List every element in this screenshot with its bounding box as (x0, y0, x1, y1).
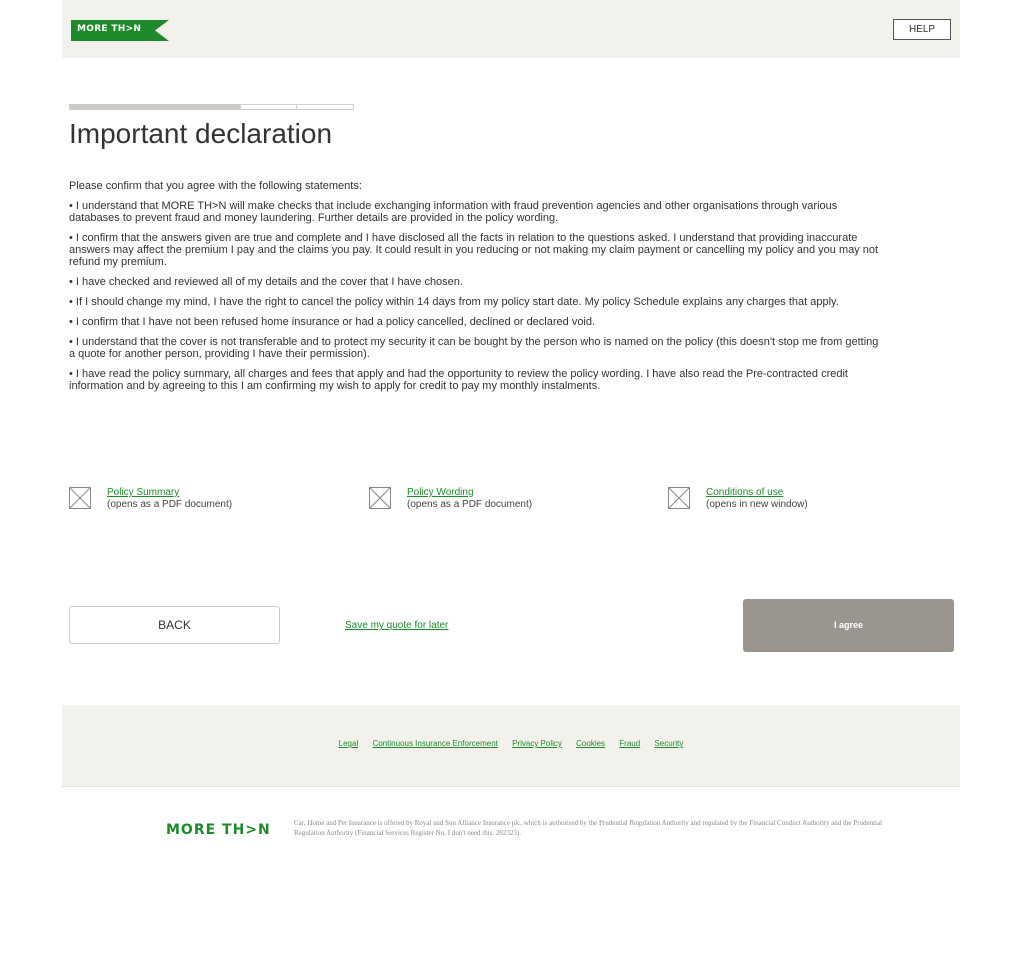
statement: • I have checked and reviewed all of my details and the cover that I have chosen. (69, 276, 463, 288)
progress-step-complete (69, 104, 241, 110)
brand-logo-text: MORE TH>N (77, 24, 142, 34)
broken-image-icon (69, 487, 91, 509)
broken-image-icon (369, 487, 391, 509)
policy-wording-hint: (opens as a PDF document) (407, 499, 533, 510)
progress-bar (69, 104, 354, 110)
footer-link-privacy[interactable]: Privacy Policy (512, 739, 562, 748)
brand-logo[interactable] (71, 20, 169, 41)
footer-link-cookies[interactable]: Cookies (576, 739, 606, 748)
progress-step (296, 104, 354, 110)
footer-divider (62, 786, 960, 787)
policy-wording-link[interactable] (369, 487, 532, 511)
statement: • I confirm that I have not been refused home insurance or had a policy cancelled, declined or declared void. (69, 316, 596, 328)
conditions-of-use-label[interactable]: Conditions of use (706, 487, 784, 498)
legal-text: Car, Home and Pet Insurance is offered by Royal and Sun Alliance Insurance plc, which is authorised by the Prudential Regulation Authority and regulated by the Financial Conduct Authority and the Prudential Regulation Authority (Financial Services Register No, I don't need this. 202323). (294, 819, 883, 837)
broken-image-icon (668, 487, 690, 509)
statement: • I understand that the cover is not transferable and to protect my security it can be bought by the person who is named on the policy (this doesn't stop me from getting a quote for another person, providing I have their permission). (69, 336, 879, 360)
footer-links (62, 739, 960, 748)
site-header (62, 0, 960, 58)
statement: • I confirm that the answers given are true and complete and I have disclosed all the facts in relation to the questions asked. I understand that providing inaccurate answers may affect the premium I pay and the claims you pay. It could result in you reducing or not making my claim payment or cancelling my policy and you may not refund my premium. (69, 232, 879, 268)
footer-link-security[interactable]: Security (654, 739, 684, 748)
conditions-of-use-link[interactable] (668, 487, 808, 511)
agree-button[interactable]: I agree (743, 599, 954, 652)
footer-link-fraud[interactable]: Fraud (619, 739, 641, 748)
policy-summary-link[interactable] (69, 487, 232, 511)
policy-wording-label[interactable]: Policy Wording (407, 487, 474, 498)
back-button[interactable]: BACK (69, 606, 280, 644)
statement: • I understand that MORE TH>N will make checks that include exchanging information with fraud prevention agencies and other organisations through various databases to prevent fraud and money laundering. Further details are provided in the policy wording. (69, 200, 838, 224)
progress-step (240, 104, 297, 110)
declaration-content (69, 180, 879, 400)
footer-logo: MORE TH>N (166, 822, 271, 838)
policy-summary-label[interactable]: Policy Summary (107, 487, 180, 498)
footer (62, 705, 960, 786)
statement: • I have read the policy summary, all charges and fees that apply and had the opportunity to review the policy wording. I have also read the Pre-contracted credit information and by agreeing to this I am confirming my wish to apply for credit to pay my monthly instalments. (69, 368, 848, 392)
policy-summary-hint: (opens as a PDF document) (107, 499, 233, 510)
footer-link-cie[interactable]: Continuous Insurance Enforcement (372, 739, 498, 748)
page-title: Important declaration (69, 118, 333, 149)
footer-link-legal[interactable]: Legal (338, 739, 359, 748)
intro-text: Please confirm that you agree with the following statements: (69, 180, 362, 192)
statement: • If I should change my mind, I have the right to cancel the policy within 14 days from my policy start date. My policy Schedule explains any charges that apply. (69, 296, 839, 308)
save-quote-link[interactable]: Save my quote for later (345, 620, 449, 631)
conditions-of-use-hint: (opens in new window) (706, 499, 808, 510)
help-button[interactable]: HELP (893, 19, 951, 40)
